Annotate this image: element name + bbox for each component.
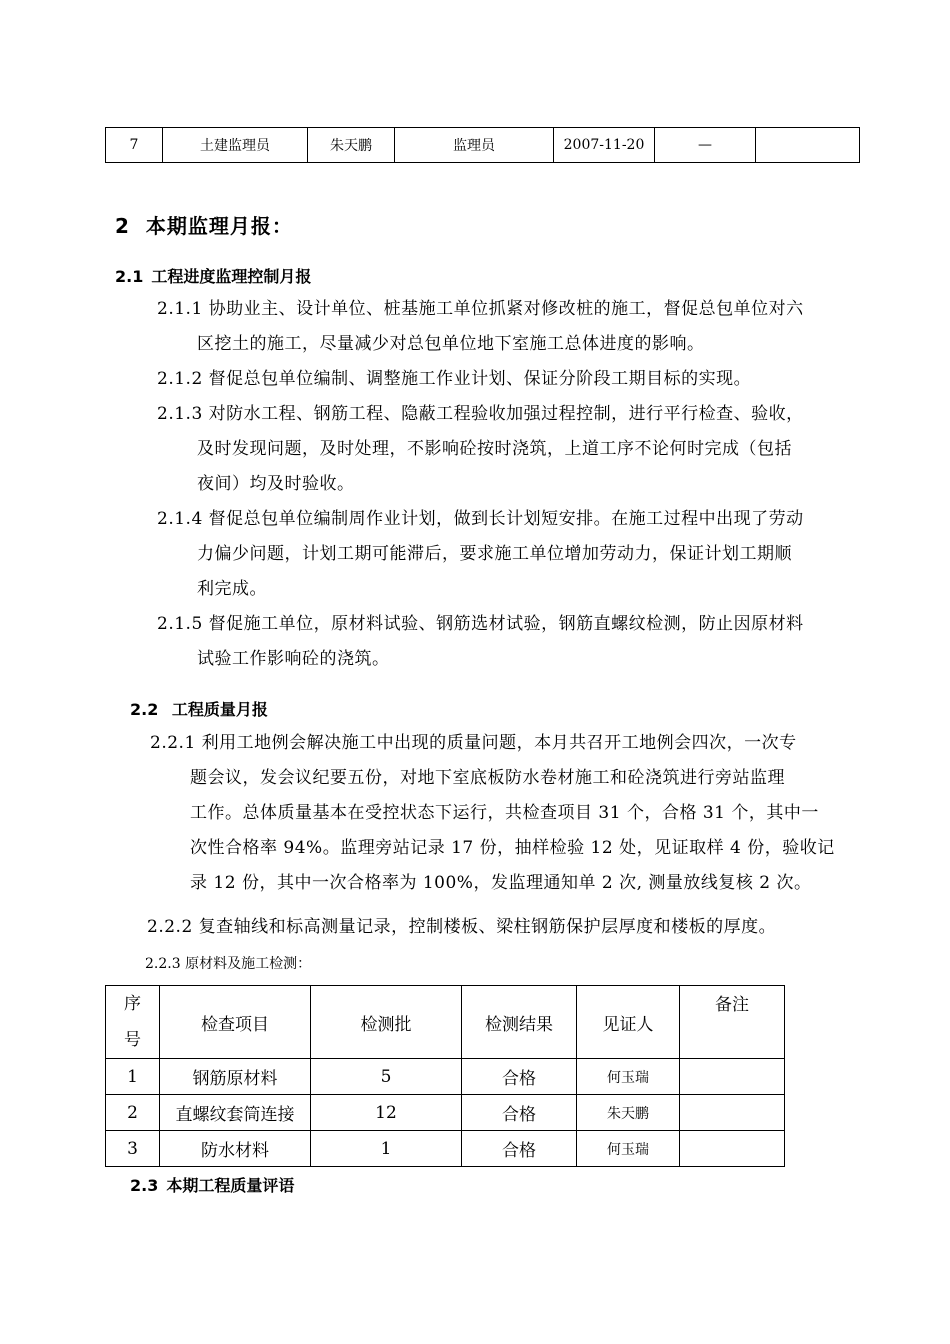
paragraph-2-1-1 — [157, 292, 867, 362]
paragraph-line: 2.1.4 督促总包单位编制周作业计划，做到长计划短安排。在施工过程中出现了劳动 — [157, 509, 804, 529]
cell-witness: 何玉瑞 — [577, 1131, 680, 1167]
paragraph-2-2-3: 2.2.3 原材料及施工检测： — [145, 956, 312, 972]
staff-position: 监理员 — [395, 128, 554, 163]
table-row — [106, 1059, 785, 1095]
cell-witness: 朱天鹏 — [577, 1095, 680, 1131]
cell-remark — [680, 1059, 785, 1095]
paragraph-line: 2.1.3 对防水工程、钢筋工程、隐蔽工程验收加强过程控制，进行平行检查、验收， — [157, 404, 804, 424]
paragraph-line: 次性合格率 94%。监理旁站记录 17 份，抽样检验 12 处，见证取样 4 份，验收记 — [190, 838, 835, 858]
section-number: 2.3 — [130, 1176, 159, 1195]
section-number: 2.1 — [115, 267, 144, 286]
cell-seq: 1 — [106, 1059, 160, 1095]
table-row — [106, 1131, 785, 1167]
header-seq-line: 号 — [124, 1030, 141, 1050]
cell-seq: 3 — [106, 1131, 160, 1167]
header-result: 检测结果 — [462, 986, 577, 1059]
cell-result: 合格 — [462, 1095, 577, 1131]
paragraph-line: 夜间）均及时验收。 — [197, 474, 355, 494]
paragraph-line: 2.1.5 督促施工单位，原材料试验、钢筋选材试验，钢筋直螺纹检测，防止因原材料 — [157, 614, 804, 634]
header-remark: 备注 — [680, 986, 785, 1059]
paragraph-2-1-3 — [157, 397, 867, 502]
section-2-2-heading — [130, 697, 268, 720]
cell-item: 钢筋原材料 — [160, 1059, 311, 1095]
cell-remark — [680, 1095, 785, 1131]
section-2-1-heading — [115, 264, 311, 287]
paragraph-line: 工作。总体质量基本在受控状态下运行，共检查项目 31 个，合格 31 个，其中一 — [190, 803, 819, 823]
paragraph-2-1-5 — [157, 607, 867, 677]
section-title: 本期工程质量评语 — [166, 1176, 295, 1195]
header-witness: 见证人 — [577, 986, 680, 1059]
table-header-row — [106, 986, 785, 1059]
section-2-3-heading — [130, 1173, 294, 1196]
section-title: 工程进度监理控制月报 — [151, 267, 312, 286]
cell-item: 直螺纹套筒连接 — [160, 1095, 311, 1131]
paragraph-line: 2.1.2 督促总包单位编制、调整施工作业计划、保证分阶段工期目标的实现。 — [157, 369, 752, 389]
paragraph-2-1-2 — [157, 362, 867, 397]
cell-batch: 5 — [311, 1059, 462, 1095]
cell-seq: 2 — [106, 1095, 160, 1131]
header-batch: 检测批 — [311, 986, 462, 1059]
section-title: 工程质量月报 — [171, 700, 268, 719]
staff-date: 2007-11-20 — [554, 128, 655, 163]
paragraph-line: 力偏少问题，计划工期可能滞后，要求施工单位增加劳动力，保证计划工期顺 — [197, 544, 792, 564]
paragraph-line: 2.2.1 利用工地例会解决施工中出现的质量问题，本月共召开工地例会四次，一次专 — [150, 733, 797, 753]
cell-batch: 12 — [311, 1095, 462, 1131]
paragraph-line: 区挖土的施工，尽量减少对总包单位地下室施工总体进度的影响。 — [197, 334, 705, 354]
paragraph-line: 利完成。 — [197, 579, 267, 599]
staff-name: 朱天鹏 — [308, 128, 395, 163]
paragraph-line: 题会议，发会议纪要五份，对地下室底板防水卷材施工和砼浇筑进行旁站监理 — [190, 768, 785, 788]
staff-cert: — — [655, 128, 756, 163]
cell-result: 合格 — [462, 1131, 577, 1167]
section-2-1-body — [157, 292, 867, 677]
cell-item: 防水材料 — [160, 1131, 311, 1167]
paragraph-2-1-4 — [157, 502, 867, 607]
section-title: 本期监理月报： — [145, 214, 293, 238]
staff-role: 土建监理员 — [163, 128, 308, 163]
table-row — [106, 1095, 785, 1131]
paragraph-line: 录 12 份，其中一次合格率为 100%，发监理通知单 2 次, 测量放线复核 2 次。 — [190, 873, 812, 893]
section-number: 2.2 — [130, 700, 159, 719]
staff-index: 7 — [106, 128, 163, 163]
paragraph-line: 及时发现问题，及时处理，不影响砼按时浇筑，上道工序不论何时完成（包括 — [197, 439, 792, 459]
cell-witness: 何玉瑞 — [577, 1059, 680, 1095]
paragraph-line: 2.1.1 协助业主、设计单位、桩基施工单位抓紧对修改桩的施工，督促总包单位对六 — [157, 299, 804, 319]
header-seq-line: 序 — [124, 994, 141, 1014]
materials-table — [105, 985, 785, 1167]
cell-remark — [680, 1131, 785, 1167]
paragraph-line: 试验工作影响砼的浇筑。 — [197, 649, 390, 669]
section-2-heading — [115, 210, 293, 239]
staff-table — [105, 127, 860, 163]
cell-result: 合格 — [462, 1059, 577, 1095]
header-seq — [106, 986, 160, 1059]
paragraph-2-2-1 — [150, 726, 865, 901]
staff-note — [756, 128, 860, 163]
header-item: 检查项目 — [160, 986, 311, 1059]
paragraph-2-2-2: 2.2.2 复查轴线和标高测量记录，控制楼板、梁柱钢筋保护层厚度和楼板的厚度。 — [147, 917, 777, 937]
cell-batch: 1 — [311, 1131, 462, 1167]
table-row — [106, 128, 860, 163]
section-number: 2 — [115, 214, 130, 238]
